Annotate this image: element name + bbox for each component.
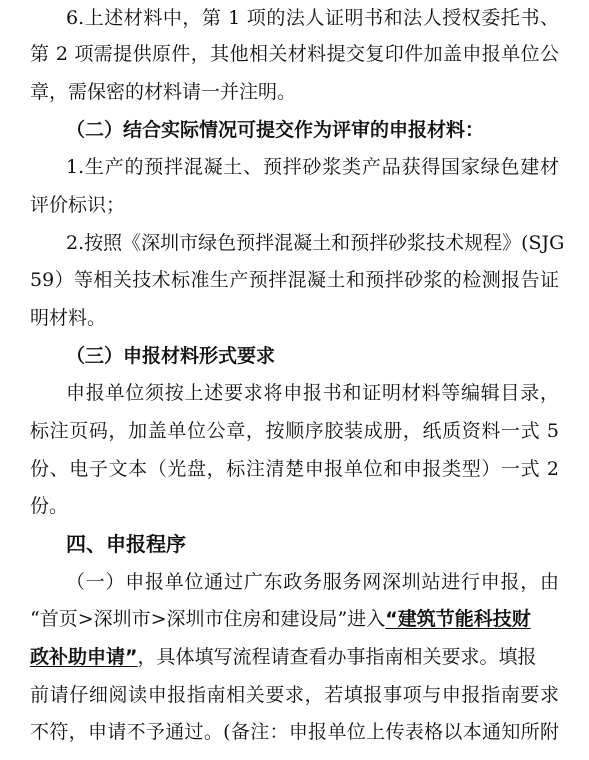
paragraph-line: 评价标识；: [30, 194, 126, 216]
paragraph-line: 2.按照《深圳市绿色预拌混凝土和预拌砂浆技术规程》(SJG: [66, 232, 565, 254]
paragraph-line-mixed: [30, 645, 559, 669]
paragraph-line: 1.生产的预拌混凝土、预拌砂浆类产品获得国家绿色建材: [66, 156, 559, 178]
paragraph-line: 明材料。: [30, 307, 107, 329]
paragraph-line: 不符，申请不予通过。(备注：申报单位上传表格以本通知所附: [30, 721, 559, 743]
paragraph-line: 第 2 项需提供原件，其他相关材料提交复印件加盖申报单位公: [30, 43, 559, 65]
path-text: “首页>深圳市>深圳市住房和建设局”进入: [30, 608, 386, 630]
paragraph-text: ，具体填写流程请查看办事指南相关要求。填报: [137, 646, 537, 668]
section-heading: （二）结合实际情况可提交作为评审的申报材料：: [66, 119, 485, 141]
paragraph-line: 标注页码，加盖单位公章，按顺序胶装成册，纸质资料一式 5: [30, 420, 559, 442]
paragraph-line-mixed: [30, 607, 559, 631]
section-heading: （三）申报材料形式要求: [66, 345, 276, 367]
link-text-emphasis: “建筑节能科技财: [385, 608, 531, 630]
paragraph-line: （一）申报单位通过广东政务服务网深圳站进行申报，由: [66, 571, 559, 593]
paragraph-line: 章，需保密的材料请一并注明。: [30, 81, 297, 103]
paragraph-line: 份、电子文本（光盘，标注清楚申报单位和申报类型）一式 2: [30, 458, 559, 480]
paragraph-line: 前请仔细阅读申报指南相关要求，若填报事项与申报指南要求: [30, 684, 559, 706]
paragraph-line: 申报单位须按上述要求将申报书和证明材料等编辑目录，: [66, 382, 559, 404]
link-text-emphasis: 政补助申请”: [30, 646, 138, 668]
chapter-heading: 四、申报程序: [66, 532, 186, 556]
paragraph-line: 6.上述材料中，第 1 项的法人证明书和法人授权委托书、: [66, 7, 559, 29]
paragraph-line: 59）等相关技术标准生产预拌混凝土和预拌砂浆的检测报告证: [30, 269, 559, 291]
paragraph-line: 份。: [30, 495, 69, 517]
